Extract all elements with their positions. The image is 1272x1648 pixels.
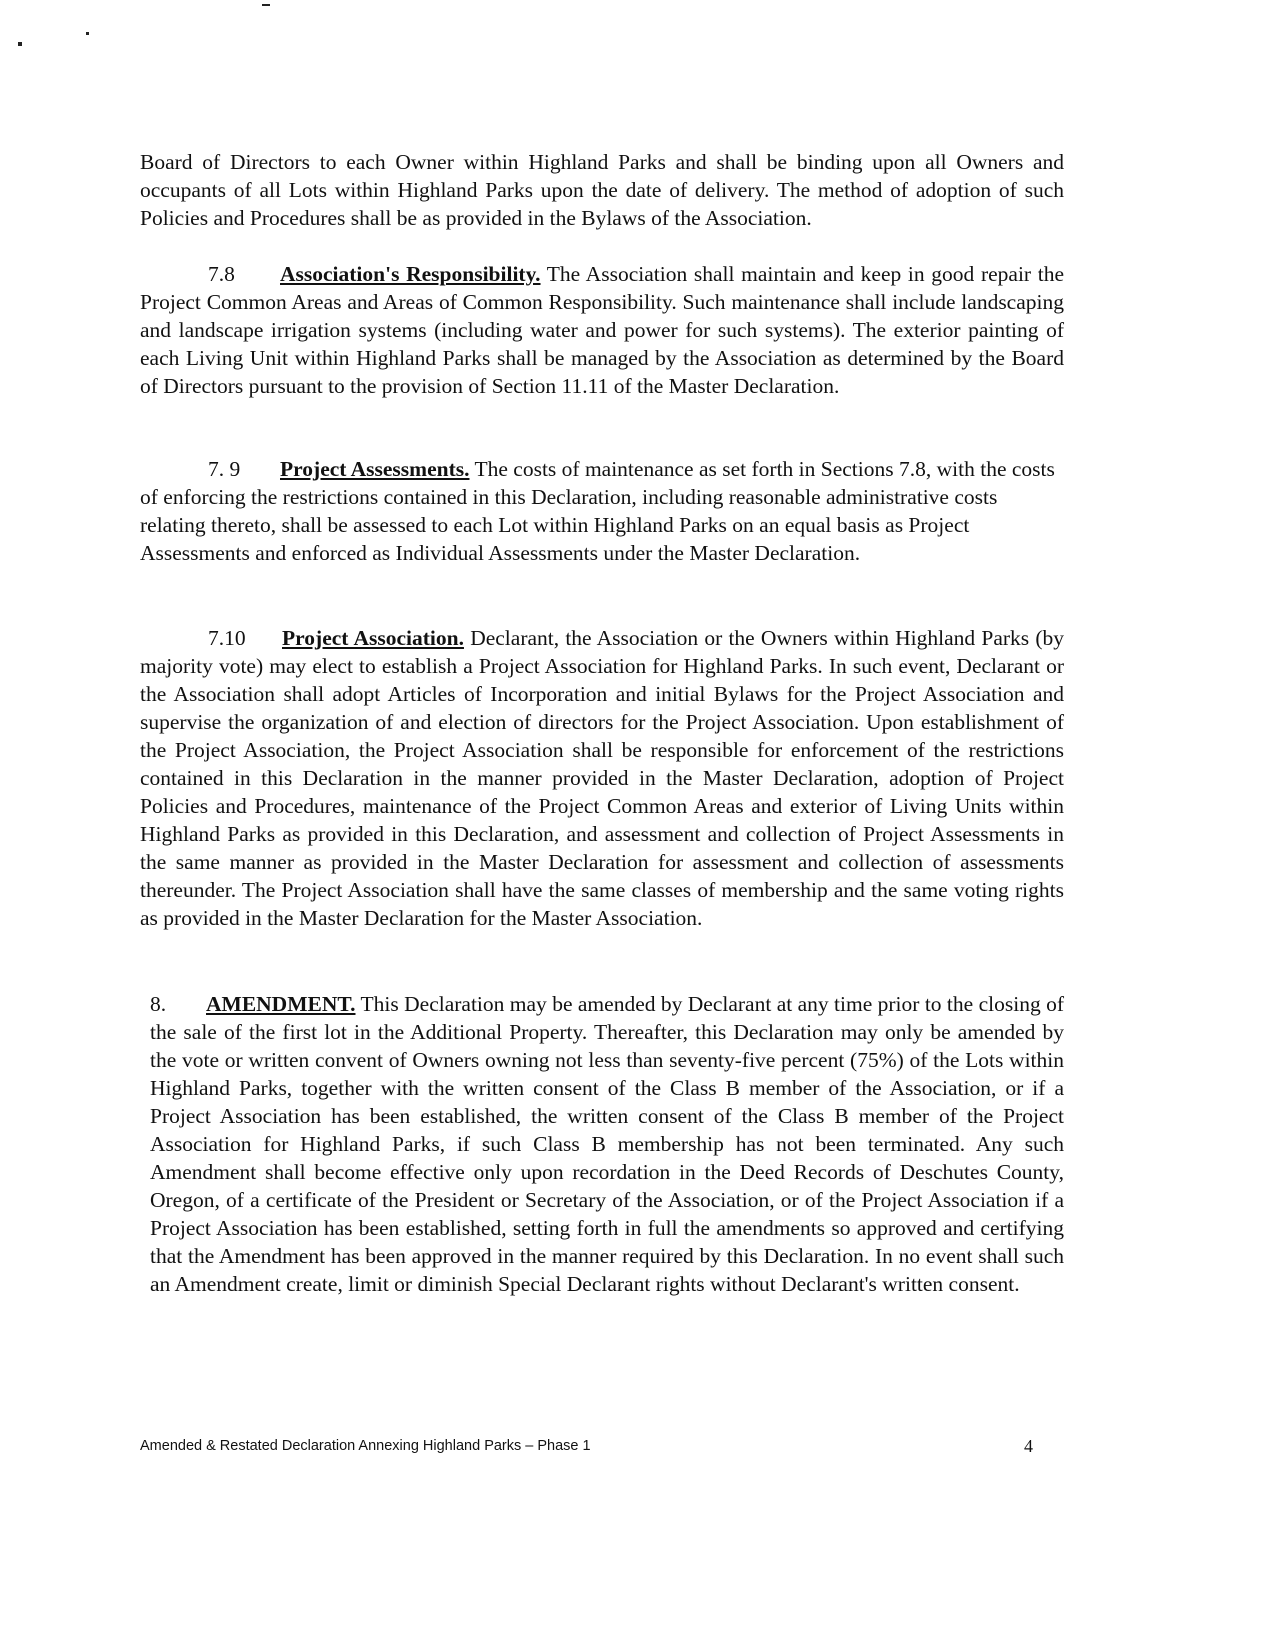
scan-speck bbox=[262, 4, 270, 6]
section-body: This Declaration may be amended by Declarant at any time prior to the closing of the sale of the first lot in the Additional Property. Thereafter, this Declaration may only be amended by the vote or written convent of Owners owning not less than seventy-five percent (75%) of the Lots within Highland Parks, together with the written consent of the Class B member of the Association, or if a Project Association has been established, the written consent of the Class B member of the Project Association for Highland Parks, if such Class B membership has not been terminated. Any such Amendment shall become effective only upon recordation in the Deed Records of Deschutes County, Oregon, of a certificate of the President or Secretary of the Association, or of the Project Association if a Project Association has been established, setting forth in full the amendments so approved and certifying that the Amendment has been approved in the manner required by this Declaration. In no event shall such an Amendment create, limit or diminish Special Declarant rights without Declarant's written consent. bbox=[150, 992, 1064, 1296]
section-heading: AMENDMENT. bbox=[206, 992, 356, 1016]
scan-speck bbox=[18, 42, 22, 46]
section-8-amendment bbox=[150, 990, 1064, 1298]
section-body: The Association shall maintain and keep in good repair the Project Common Areas and Areas of Common Responsibility. Such maintenance shall include landscaping and landscape irrigation systems (including water and power for such systems). The exterior painting of each Living Unit within Highland Parks shall be managed by the Association as determined by the Board of Directors pursuant to the provision of Section 11.11 of the Master Declaration. bbox=[140, 262, 1064, 398]
section-heading: Project Association. bbox=[282, 626, 464, 650]
section-body: Declarant, the Association or the Owners within Highland Parks (by majority vote) may elect to establish a Project Association for Highland Parks. In such event, Declarant or the Association shall adopt Articles of Incorporation and initial Bylaws for the Project Association and supervise the organization of and election of directors for the Project Association. Upon establishment of the Project Association, the Project Association shall be responsible for enforcement of the restrictions contained in this Declaration in the manner provided in the Master Declaration, adoption of Project Policies and Procedures, maintenance of the Project Common Areas and exterior of Living Units within Highland Parks as provided in this Declaration, and assessment and collection of Project Assessments in the same manner as provided in the Master Declaration for assessment and collection of assessments thereunder. The Project Association shall have the same classes of membership and the same voting rights as provided in the Master Declaration for the Master Association. bbox=[140, 626, 1065, 930]
section-heading: Project Assessments. bbox=[280, 457, 470, 481]
section-number: 7.10 bbox=[208, 626, 246, 650]
section-number: 7. 9 bbox=[208, 457, 241, 481]
section-body: The costs of maintenance as set forth in Sections 7.8, with the costs of enforcing the restrictions contained in this Declaration, including reasonable administrative costs relating thereto, shall be assessed to each Lot within Highland Parks on an equal basis as Project Assessments and enforced as Individual Assessments under the Master Declaration. bbox=[140, 457, 1055, 565]
section-number: 7.8 bbox=[208, 262, 235, 286]
section-number: 8. bbox=[150, 992, 167, 1016]
continuation-paragraph bbox=[140, 148, 1064, 232]
scan-speck bbox=[86, 32, 89, 35]
section-heading: Association's Responsibility. bbox=[280, 262, 541, 286]
section-7-10 bbox=[140, 624, 1064, 932]
continuation-text: Board of Directors to each Owner within Highland Parks and shall be binding upon all Owners and occupants of all Lots within Highland Parks upon the date of delivery. The method of adoption of such Policies and Procedures shall be as provided in the Bylaws of the Association. bbox=[140, 150, 1064, 230]
page-number: 4 bbox=[1024, 1436, 1033, 1456]
section-7-8 bbox=[140, 260, 1064, 400]
footer-title: Amended & Restated Declaration Annexing Highland Parks – Phase 1 bbox=[140, 1438, 591, 1454]
section-7-9 bbox=[140, 455, 1064, 567]
